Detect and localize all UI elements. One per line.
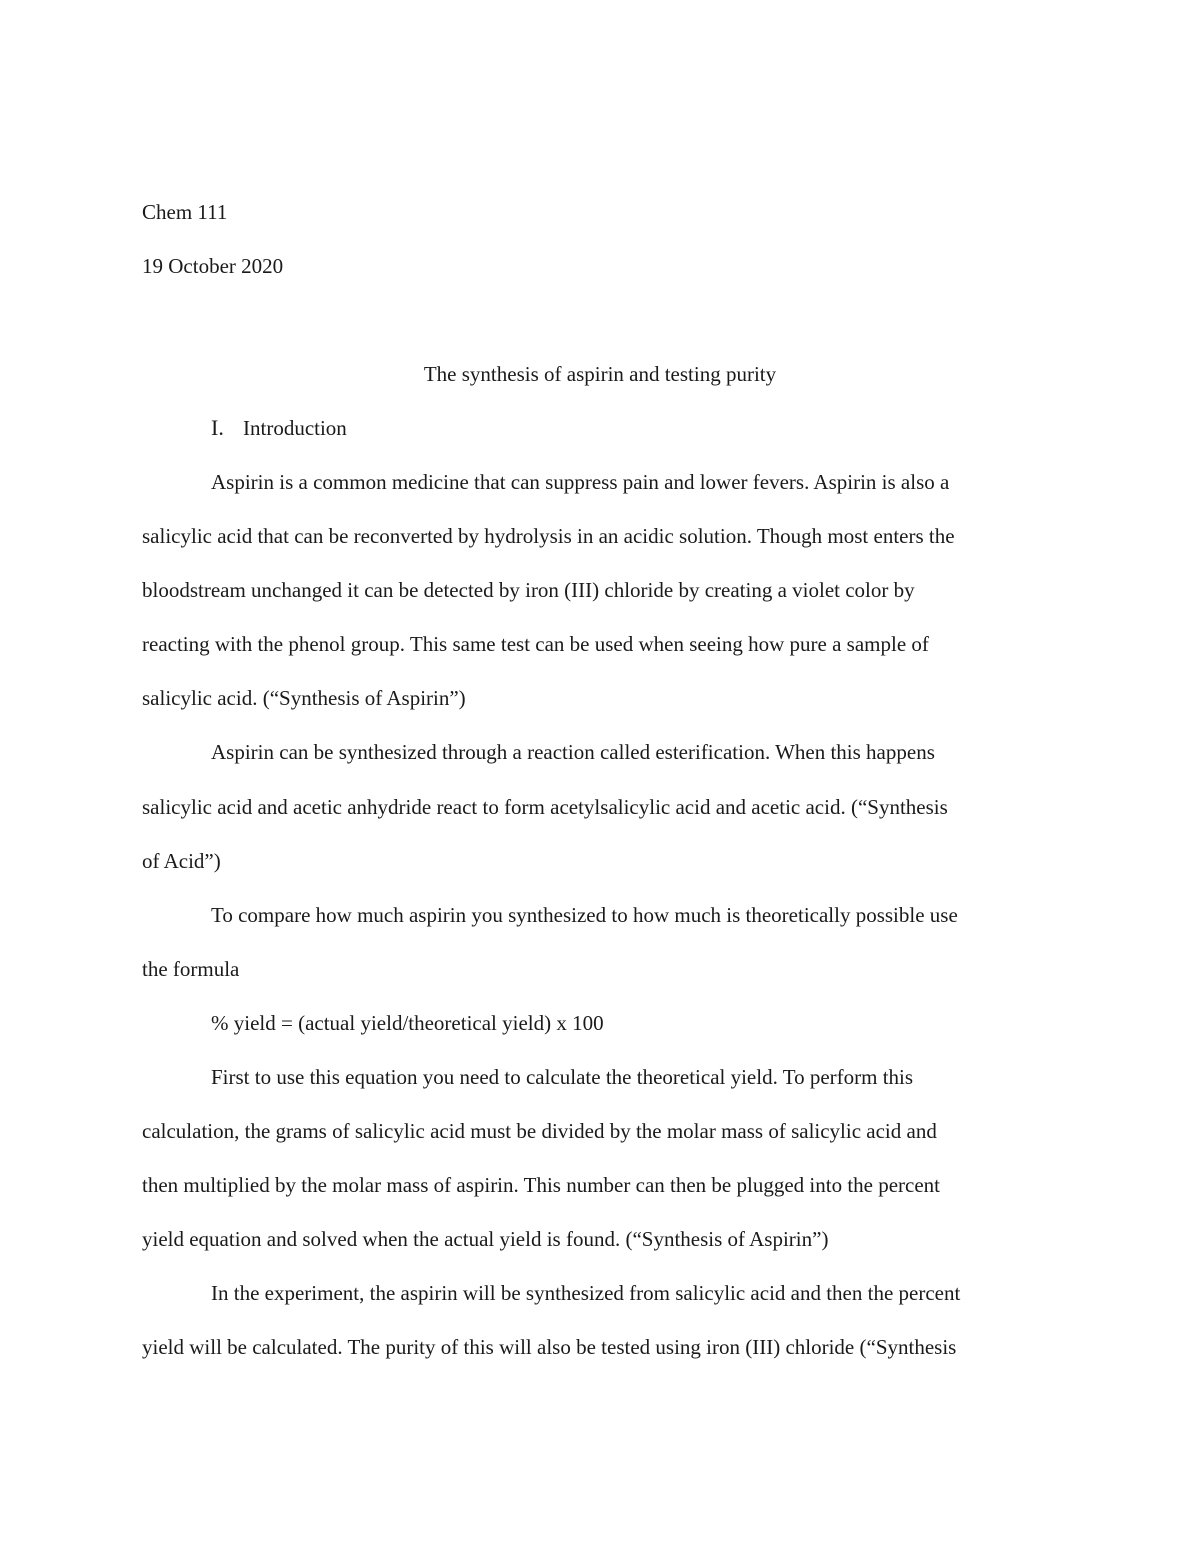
section-label: Introduction (243, 416, 347, 440)
course-name: Chem 111 (142, 200, 228, 224)
yield-formula: % yield = (actual yield/theoretical yield) x 100 (211, 1011, 604, 1035)
document-date: 19 October 2020 (142, 254, 284, 278)
body-line: then multiplied by the molar mass of aspirin. This number can then be plugged into the percent (142, 1173, 941, 1197)
body-line: bloodstream unchanged it can be detected by iron (III) chloride by creating a violet color by (142, 578, 915, 602)
body-line: salicylic acid and acetic anhydride react to form acetylsalicylic acid and acetic acid. (“Synthesis (142, 795, 948, 819)
section-number: I. (211, 415, 224, 440)
body-line: To compare how much aspirin you synthesized to how much is theoretically possible use (211, 903, 958, 927)
body-line: In the experiment, the aspirin will be synthesized from salicylic acid and then the percent (211, 1281, 961, 1305)
document-title: The synthesis of aspirin and testing purity (423, 362, 777, 386)
body-line: the formula (142, 957, 240, 981)
body-line: calculation, the grams of salicylic acid must be divided by the molar mass of salicylic acid and (142, 1119, 937, 1143)
body-line: yield equation and solved when the actual yield is found. (“Synthesis of Aspirin”) (142, 1227, 829, 1251)
body-line: First to use this equation you need to calculate the theoretical yield. To perform this (211, 1065, 914, 1089)
body-line: of Acid”) (142, 849, 221, 873)
body-line: reacting with the phenol group. This same test can be used when seeing how pure a sample of (142, 632, 929, 656)
body-line: Aspirin is a common medicine that can suppress pain and lower fevers. Aspirin is also a (211, 470, 950, 494)
section-heading (211, 417, 347, 439)
body-line: salicylic acid that can be reconverted by hydrolysis in an acidic solution. Though most enters the (142, 524, 955, 548)
body-line: yield will be calculated. The purity of this will also be tested using iron (III) chloride (“Synthesis (142, 1335, 957, 1359)
body-line: salicylic acid. (“Synthesis of Aspirin”) (142, 686, 466, 710)
body-line: Aspirin can be synthesized through a reaction called esterification. When this happens (211, 740, 935, 764)
